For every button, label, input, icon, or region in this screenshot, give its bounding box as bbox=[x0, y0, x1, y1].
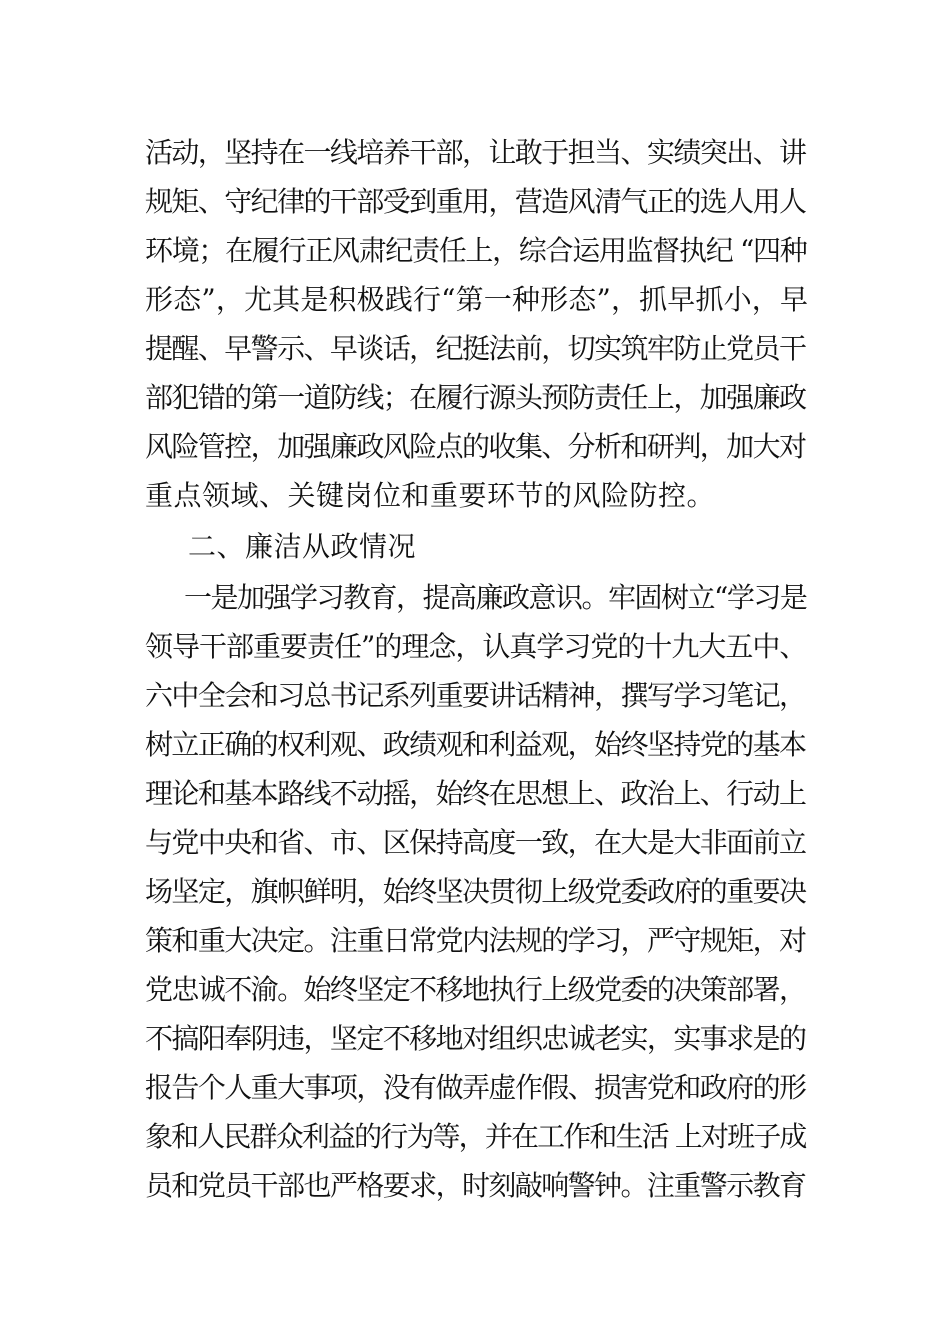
section-heading: 二、廉洁从政情况 bbox=[188, 530, 417, 563]
paragraph-line: 环境；在履行正风肃纪责任上，综合运用监督执纪 “四种 bbox=[145, 234, 807, 267]
paragraph-line: 提醒、早警示、早谈话，纪挺法前，切实筑牢防止党员干 bbox=[145, 332, 806, 365]
paragraph-line: 部犯错的第一道防线；在履行源头预防责任上，加强廉政 bbox=[145, 381, 806, 414]
paragraph-line: 六中全会和习总书记系列重要讲话精神，撰写学习笔记， bbox=[145, 679, 806, 712]
paragraph-line: 象和人民群众利益的行为等，并在工作和生活 上对班子成 bbox=[145, 1120, 806, 1153]
paragraph-line: 领导干部重要责任”的理念，认真学习党的十九大五中、 bbox=[145, 630, 807, 663]
paragraph-line: 树立正确的权利观、政绩观和利益观，始终坚持党的基本 bbox=[145, 728, 806, 761]
paragraph-line: 一是加强学习教育，提高廉政意识。牢固树立“学习是 bbox=[184, 581, 807, 614]
paragraph-line: 形态”，尤其是积极践行“第一种形态”，抓早抓小，早 bbox=[145, 283, 809, 316]
paragraph-line: 活动，坚持在一线培养干部，让敢于担当、实绩突出、讲 bbox=[145, 136, 806, 169]
paragraph-line: 党忠诚不渝。始终坚定不移地执行上级党委的决策部署， bbox=[145, 973, 806, 1006]
paragraph-line: 策和重大决定。注重日常党内法规的学习，严守规矩，对 bbox=[145, 924, 806, 957]
paragraph-line: 报告个人重大事项，没有做弄虚作假、损害党和政府的形 bbox=[145, 1071, 806, 1104]
paragraph-line: 规矩、守纪律的干部受到重用，营造风清气正的选人用人 bbox=[145, 185, 806, 218]
paragraph-line: 不搞阳奉阴违，坚定不移地对组织忠诚老实，实事求是的 bbox=[145, 1022, 806, 1055]
paragraph-line: 场坚定，旗帜鲜明，始终坚决贯彻上级党委政府的重要决 bbox=[145, 875, 806, 908]
paragraph-line: 重点领域、关键岗位和重要环节的风险防控。 bbox=[145, 479, 716, 512]
paragraph-line: 员和党员干部也严格要求，时刻敲响警钟。注重警示教育 bbox=[145, 1169, 806, 1202]
paragraph-line: 风险管控，加强廉政风险点的收集、分析和研判，加大对 bbox=[145, 430, 806, 463]
paragraph-line: 理论和基本路线不动摇，始终在思想上、政治上、行动上 bbox=[145, 777, 806, 810]
paragraph-line: 与党中央和省、市、区保持高度一致，在大是大非面前立 bbox=[145, 826, 806, 859]
